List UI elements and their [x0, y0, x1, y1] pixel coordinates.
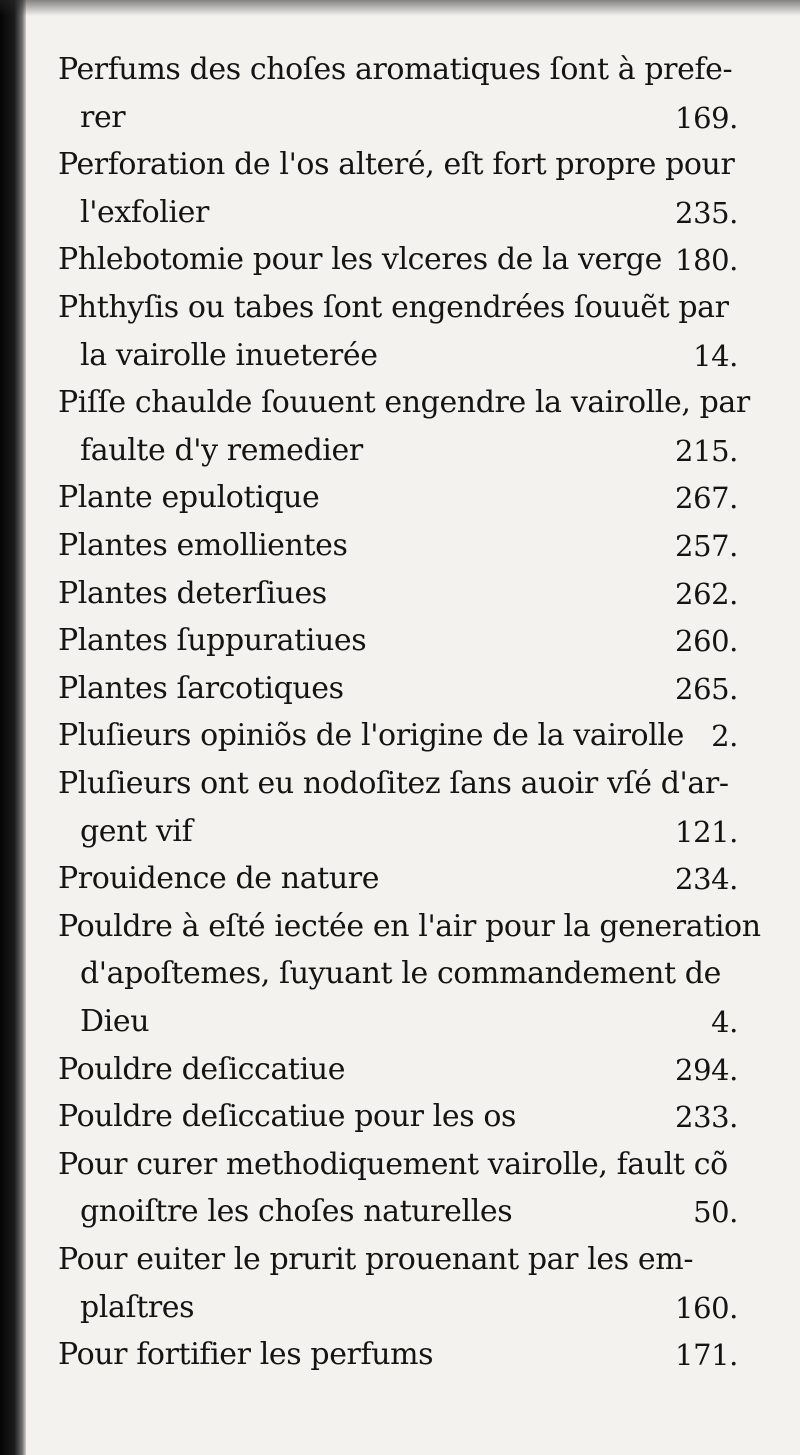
index-entry-text: Perforation de l'os alteré, eſt fort propre pour — [58, 147, 735, 183]
index-entry-text: plaſtres — [80, 1289, 195, 1325]
index-entry-line — [0, 716, 800, 756]
index-page-number: 4. — [711, 1005, 738, 1039]
index-entry-text: Dieu — [80, 1004, 150, 1039]
index-entry-text: la vairolle inueterée — [80, 337, 378, 373]
index-entry-line — [0, 907, 800, 947]
index-entry-text: Pluſieurs opiniõs de l'origine de la vairolle — [58, 718, 684, 754]
index-page-number: 265. — [675, 671, 738, 706]
index-entry-text: Plantes emollientes — [58, 528, 348, 563]
index-entry-text: Prouidence de nature — [58, 861, 380, 897]
index-page-number: 235. — [675, 195, 738, 230]
index-entry-text: Plantes ſarcotiques — [58, 670, 344, 706]
index-entry-continuation — [0, 1288, 800, 1328]
index-entry-line — [0, 1050, 800, 1090]
index-entry-continuation — [0, 431, 800, 471]
index-entry-line — [0, 574, 800, 614]
index-entry-continuation — [0, 1002, 800, 1042]
index-entry-line — [0, 1240, 800, 1280]
index-entry-continuation — [0, 954, 800, 994]
index-entry-line — [0, 1145, 800, 1185]
index-page-number: 169. — [675, 100, 738, 135]
index-entry-text: Piſſe chaulde ſouuent engendre la vairolle, par — [58, 385, 750, 421]
index-entry-continuation — [0, 336, 800, 376]
index-page-number: 267. — [675, 481, 738, 516]
index-page-number: 260. — [675, 624, 738, 659]
index-entry-text: l'exfolier — [80, 194, 209, 230]
index-entry-line — [0, 1097, 800, 1137]
index-page-number: 160. — [675, 1290, 738, 1325]
index-entry-line — [0, 478, 800, 518]
index-entry-text: gnoiſtre les choſes naturelles — [80, 1194, 513, 1230]
index-entry-text: faulte d'y remedier — [80, 432, 363, 468]
index-entry-text: Pouldre à eſté iectée en l'air pour la generation — [58, 908, 761, 944]
index-page-number: 234. — [675, 862, 738, 897]
index-entry-line — [0, 621, 800, 661]
index-entry-text: Plantes deterſiues — [58, 575, 327, 611]
index-page-number: 233. — [675, 1100, 738, 1135]
index-entry-line — [0, 526, 800, 566]
index-entry-line — [0, 1335, 800, 1375]
index-entry-text: Pouldre deſiccatiue — [58, 1051, 346, 1087]
index-entry-text: Plante epulotique — [58, 480, 320, 516]
index-entry-text: Perfums des choſes aromatiques ſont à prefe- — [58, 52, 733, 87]
index-page-number: 2. — [711, 719, 738, 754]
index-entry-text: Phlebotomie pour les vlceres de la verge — [58, 242, 662, 278]
index-page-number: 257. — [675, 529, 738, 563]
index-entry-line — [0, 764, 800, 804]
index-entry-line — [0, 145, 800, 185]
index-page-number: 180. — [675, 243, 738, 278]
index-entry-continuation — [0, 812, 800, 852]
index-entry-line — [0, 383, 800, 423]
index-page-number: 171. — [675, 1338, 738, 1373]
index-page-number: 294. — [675, 1052, 738, 1087]
index-entry-continuation — [0, 98, 800, 138]
index-page-number: 14. — [693, 338, 738, 373]
index-entry-text: Pour fortifier les perfums — [58, 1337, 434, 1373]
index-entry-text: rer — [80, 99, 126, 135]
index-entry-line — [0, 288, 800, 328]
index-page-number: 121. — [675, 814, 738, 849]
index-entry-text: Pour curer methodiquement vairolle, fault cõ — [58, 1146, 728, 1182]
index-entry-line — [0, 240, 800, 280]
index-entry-line — [0, 669, 800, 709]
index-entry-text: gent vif — [80, 813, 193, 849]
index-page-number: 215. — [675, 433, 738, 468]
index-page-number: 50. — [693, 1195, 738, 1230]
index-entry-line — [0, 859, 800, 899]
index-entry-line — [0, 50, 800, 90]
index-entry-text: d'apoſtemes, ſuyuant le commandement de — [80, 956, 721, 992]
index-entry-continuation — [0, 193, 800, 233]
index-entry-text: Pluſieurs ont eu nodoſitez ſans auoir vſé d'ar- — [58, 766, 729, 801]
index-entry-text: Pouldre deſiccatiue pour les os — [58, 1099, 516, 1135]
index-entry-continuation — [0, 1192, 800, 1232]
index-entry-text: Plantes ſuppuratiues — [58, 623, 367, 659]
index-entry-text: Pour euiter le prurit prouenant par les em- — [58, 1242, 694, 1277]
index-page-number: 262. — [675, 576, 738, 611]
index-entry-text: Phthyſis ou tabes ſont engendrées ſouuẽt par — [58, 290, 729, 325]
